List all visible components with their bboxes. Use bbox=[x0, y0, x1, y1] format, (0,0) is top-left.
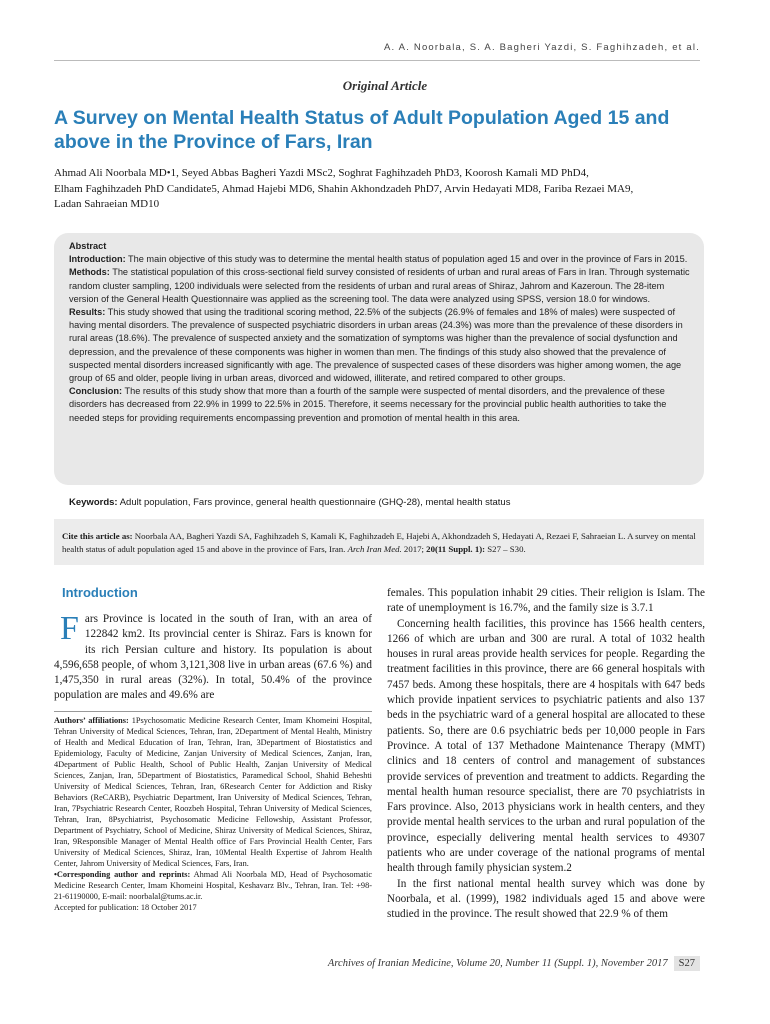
running-head: A. A. Noorbala, S. A. Bagheri Yazdi, S. Faghihzadeh, et al. bbox=[383, 42, 700, 53]
author-line-2: Elham Faghihzadeh PhD Candidate5, Ahmad Hajebi MD6, Shahin Akhondzadeh PhD7, Arvin Hedayati MD8, Fariba Rezaei MA9, bbox=[54, 182, 634, 195]
abstract-results-text: This study showed that using the traditional scoring method, 22.5% of the subjects (26.9% of females and 18% of males) were suspected of having mental disorders. The prevalence of suspected psychiatric disorders in urban areas (24.3%) was more than the prevalence of these disorders in rural areas (18.6%). The prevalence of suspected anxiety and the somatization of symptoms was higher than the prevalence of social dysfunction and depression, and the prevalence of these components was higher in women than men. The findings of this study also showed that the prevalence of suspected mental disorders increased significantly with age. The prevalence of suspected cases of these disorders was higher among women, the age group of 65 and older, people living in urban areas, divorced and widowed, illiterate, and retired compared to other groups. bbox=[69, 307, 683, 384]
affiliations-text: 1Psychosomatic Medicine Research Center, Imam Khomeini Hospital, Tehran University of Medical Sciences, Tehran, Iran, 2Department of Mental Health, Ministry of Health and Medical Education of Iran, Tehran, Iran, 3Department of Biostatistics and Epidemiology, Faculty of Medicine, Zanjan University of Medical Sciences, Zanjan, Iran, 4Department of Public Health, School of Public Health, Zanjan University of Medical Sciences, Zanjan, Iran, 5Department of Biostatistics, Paramedical School, Shahid Beheshti University of Medical Sciences, Tehran, Iran, 6Research Center for Addiction and Risky Behaviors (ReCARB), Psychiatric Department, Iran University of Medical Sciences, Tehran, Iran, 7Psychiatric Research Center, Roozbeh Hospital, Tehran University of Medical Sciences, Tehran, Iran, 8Psychiatrist, Psychosomatic Medicine Fellowship, Assistant Professor, Department of Psychiatry, School of Medicine, Shiraz University of Medical Sciences, Shiraz, Iran, 9Responsible Manager of Mental Health office of Fars Provincial Health Center, Fars University of Medical Sciences, Shiraz, Iran, 10Mental Health Expertise of Jahrom Health Center, Jahrom University of Medical Sciences, Fars, Iran. bbox=[54, 716, 373, 868]
abstract-results-label: Results: bbox=[69, 307, 106, 318]
author-list bbox=[54, 166, 704, 213]
introduction-paragraph-1 bbox=[54, 612, 372, 704]
right-paragraph-2: Concerning health facilities, this province has 1566 health centers, 1266 of which are urban and 300 are rural. A total of 1032 health houses in rural areas provide health services for people. Regarding the treatment facilities in this province, there are 66 general hospitals with 7457 beds. Among these hospitals, there are 4 hospitals with 647 beds which provide inpatient services to psychiatric patients and also 137 beds in the psychiatric ward of a general hospital are allocated to these patients. So, there are 0.6 psychiatric beds per 10,000 people in Fars Province. A total of 137 Methadone Maintenance Therapy (MMT) clinics and 18 centers of control and management of substances provide services of prevention and treatment to addicts. Regarding the mental health human resource specialist, there are 70 psychiatrists in Fars province. Also, 2013 physicians work in health centers, and they provide mental health services to the urban and rural population of the province, especially delivering mental health services to 49307 patients who are under coverage of the national programs of mental health through family physician system.2 bbox=[387, 617, 705, 875]
abstract-conclusion-text: The results of this study show that more than a fourth of the sample were suspected of mental disorders, and the prevalence of these disorders has decreased from 22.9% in 1999 to 22.5% in 2015. Therefore, it seems necessary for the provincial public health authorities to take the needed steps for providing requirements encompassing prevention and promotion of mental health in this area. bbox=[69, 386, 667, 423]
introduction-heading: Introduction bbox=[62, 585, 138, 600]
abstract-methods bbox=[69, 266, 693, 306]
author-line-1: Ahmad Ali Noorbala MD•1, Seyed Abbas Bagheri Yazdi MSc2, Soghrat Faghihzadeh PhD3, Koorosh Kamali MD PhD4, bbox=[54, 167, 589, 179]
keywords-text: Adult population, Fars province, general health questionnaire (GHQ-28), mental health status bbox=[117, 497, 511, 508]
introduction-body bbox=[54, 612, 372, 704]
abstract-methods-label: Methods: bbox=[69, 267, 110, 278]
author-affiliations bbox=[54, 715, 372, 913]
abstract-conclusion bbox=[69, 385, 693, 425]
abstract-conclusion-label: Conclusion: bbox=[69, 386, 123, 397]
citation bbox=[62, 530, 698, 555]
abstract-heading: Abstract bbox=[69, 241, 107, 251]
abstract bbox=[69, 240, 693, 425]
corresponding-label: •Corresponding author and reprints: bbox=[54, 870, 191, 879]
article-type: Original Article bbox=[342, 78, 428, 93]
introduction-p1-text: ars Province is located in the south of Iran, with an area of 122842 km2. Its provincial center is Shiraz. Fars is known for its rich Persian culture and history. Its population is about 4,596,658 people, of whom 3,121,308 live in urban areas (67.6 %) and 1,475,350 in rural areas (32%). In total, 50.4% of the province population are males and 49.6% are bbox=[54, 613, 372, 702]
page-number: S27 bbox=[674, 956, 700, 971]
citation-year: 2017; bbox=[401, 543, 427, 554]
header-rule bbox=[54, 60, 700, 61]
abstract-intro-text: The main objective of this study was to determine the mental health status of population aged 15 and over in the province of Fars in 2015. bbox=[125, 254, 688, 265]
citation-pages: S27 – S30. bbox=[485, 543, 526, 554]
citation-text: Noorbala AA, Bagheri Yazdi SA, Faghihzadeh S, Kamali K, Faghihzadeh E, Hajebi A, Akhondzadeh S, Hedayati A, Rezaei F, Sahraeian L. A survey on mental health status of adult population aged 15 and above in the province of Fars, Iran. bbox=[62, 531, 696, 554]
affiliations-rule bbox=[54, 711, 372, 712]
keywords-label: Keywords: bbox=[69, 497, 118, 508]
page-footer bbox=[328, 958, 700, 969]
abstract-results bbox=[69, 306, 693, 385]
right-column bbox=[387, 586, 705, 923]
corresponding-text: Ahmad Ali Noorbala MD, Head of Psychosomatic Medicine Research Center, Imam Khomeini Hospital, Keshavarz Blv., Tehran, Iran. Tel: +98-21-61190000, E-mail: noorbalal@tums.ac.ir. bbox=[54, 870, 372, 901]
right-paragraph-1: females. This population inhabit 29 cities. Their religion is Islam. The rate of unemployment is 16.7%, and the family size is 3.7.1 bbox=[387, 587, 705, 615]
accepted-date: Accepted for publication: 18 October 2017 bbox=[54, 903, 197, 912]
article-title: A Survey on Mental Health Status of Adult Population Aged 15 and above in the Province of Fars, Iran bbox=[54, 107, 670, 153]
drop-cap: F bbox=[60, 610, 79, 647]
citation-journal: Arch Iran Med. bbox=[347, 543, 402, 554]
abstract-intro-label: Introduction: bbox=[69, 254, 126, 265]
citation-label: Cite this article as: bbox=[62, 531, 133, 541]
abstract-methods-text: The statistical population of this cross-sectional field survey consisted of residents of urban and rural areas of Fars in Iran. Through systematic random cluster sampling, 1200 individuals were selected from the residents of urban and rural areas of Shiraz, Jahrom and Kazeroun. The 28-item version of the General Health Questionnaire was applied as the screening tool. The data were analyzed using SPSS, version 18.0 for windows. bbox=[69, 267, 690, 304]
citation-volume: 20(11 Suppl. 1): bbox=[426, 543, 486, 554]
footer-journal: Archives of Iranian Medicine, Volume 20, Number 11 (Suppl. 1), November 2017 bbox=[327, 958, 668, 969]
keywords bbox=[69, 497, 693, 508]
affiliations-label: Authors’ affiliations: bbox=[54, 716, 129, 725]
right-paragraph-3: In the first national mental health survey which was done by Noorbala, et al. (1999), 1982 individuals aged 15 and above were studied in the province. The result showed that 22.9 % of them bbox=[387, 877, 705, 921]
abstract-introduction bbox=[69, 253, 693, 266]
author-line-3: Ladan Sahraeian MD10 bbox=[54, 198, 160, 210]
